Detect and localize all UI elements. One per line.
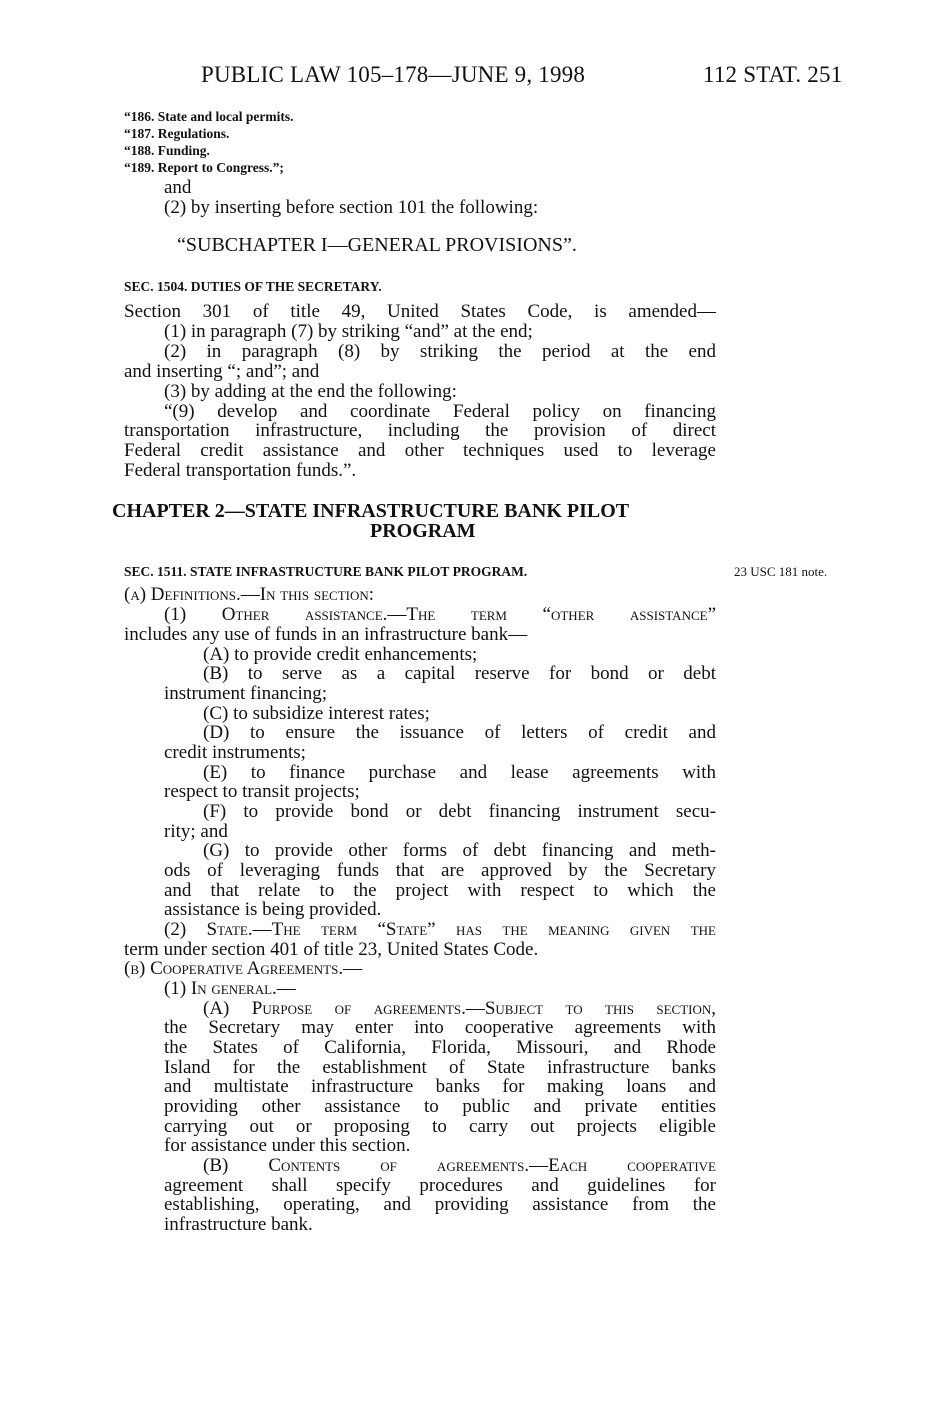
text-line: and that relate to the project with respect to which the [164, 880, 716, 901]
text-line: carrying out or proposing to carry out projects eligible [164, 1116, 716, 1137]
text-line: credit instruments; [164, 742, 306, 763]
text-line: infrastructure bank. [164, 1214, 313, 1235]
text-line: (D) to ensure the issuance of letters of credit and [203, 722, 716, 743]
text-line: the Secretary may enter into cooperative agreements with [164, 1017, 716, 1038]
text-line: (1) in paragraph (7) by striking “and” at the end; [164, 321, 533, 342]
text-line: (3) by adding at the end the following: [164, 381, 457, 402]
text-line: and [164, 177, 192, 198]
margin-note: 23 USC 181 note. [734, 564, 828, 579]
subchapter-heading: “SUBCHAPTER I—GENERAL PROVISIONS”. [177, 234, 577, 256]
chapter-heading: CHAPTER 2—STATE INFRASTRUCTURE BANK PILOT [112, 500, 630, 522]
text-line: Federal credit assistance and other techniques used to leverage [124, 440, 716, 461]
text-line: the States of California, Florida, Missouri, and Rhode [164, 1037, 716, 1058]
running-header-title: PUBLIC LAW 105–178—JUNE 9, 1998 [201, 62, 586, 87]
text-line: (E) to finance purchase and lease agreements with [203, 762, 716, 783]
text-line: respect to transit projects; [164, 781, 360, 802]
text-line: “(9) develop and coordinate Federal policy on financing [164, 401, 716, 422]
text-line: term under section 401 of title 23, United States Code. [124, 939, 539, 960]
text-line: (B) Contents of agreements.—Each cooperative [203, 1155, 716, 1176]
running-header-stat: 112 STAT. 251 [703, 62, 843, 87]
toc-item: “188. Funding. [124, 143, 210, 158]
text-line: for assistance under this section. [164, 1135, 411, 1156]
text-line: assistance is being provided. [164, 899, 382, 920]
text-line: ods of leveraging funds that are approved by the Secretary [164, 860, 716, 881]
text-line: includes any use of funds in an infrastructure bank— [124, 624, 528, 645]
text-line: (a) Definitions.—In this section: [124, 584, 375, 605]
text-line: transportation infrastructure, including the provision of direct [124, 420, 716, 441]
text-line: Federal transportation funds.”. [124, 460, 357, 481]
text-line: (b) Cooperative Agreements.— [124, 958, 363, 979]
text-line: providing other assistance to public and private entities [164, 1096, 716, 1117]
text-line: (2) in paragraph (8) by striking the period at the end [164, 341, 716, 362]
text-line: (B) to serve as a capital reserve for bond or debt [203, 663, 716, 684]
text-line: (G) to provide other forms of debt financing and meth- [203, 840, 716, 861]
text-line: Section 301 of title 49, United States Code, is amended— [124, 301, 716, 322]
text-line: and inserting “; and”; and [124, 361, 320, 382]
text-line: (2) by inserting before section 101 the following: [164, 197, 539, 218]
text-line: agreement shall specify procedures and guidelines for [164, 1175, 716, 1196]
section-heading: SEC. 1511. STATE INFRASTRUCTURE BANK PILOT PROGRAM. [124, 564, 528, 579]
chapter-heading: PROGRAM [370, 520, 476, 542]
toc-item: “189. Report to Congress.”; [124, 160, 284, 175]
text-line: (C) to subsidize interest rates; [203, 703, 430, 724]
text-line: rity; and [164, 821, 228, 842]
text-line: (A) Purpose of agreements.—Subject to this section, [203, 998, 716, 1019]
text-line: (1) Other assistance.—The term “other assistance” [164, 604, 716, 625]
text-line: instrument financing; [164, 683, 328, 704]
text-line: and multistate infrastructure banks for making loans and [164, 1076, 716, 1097]
text-line: (1) In general.— [164, 978, 296, 999]
toc-item: “187. Regulations. [124, 126, 230, 141]
text-line: (2) State.—The term “State” has the meaning given the [164, 919, 716, 940]
text-line: (A) to provide credit enhancements; [203, 644, 478, 665]
text-line: Island for the establishment of State infrastructure banks [164, 1057, 716, 1078]
text-line: (F) to provide bond or debt financing instrument secu- [203, 801, 716, 822]
text-line: establishing, operating, and providing assistance from the [164, 1194, 716, 1215]
section-heading: SEC. 1504. DUTIES OF THE SECRETARY. [124, 279, 382, 294]
toc-item: “186. State and local permits. [124, 109, 294, 124]
